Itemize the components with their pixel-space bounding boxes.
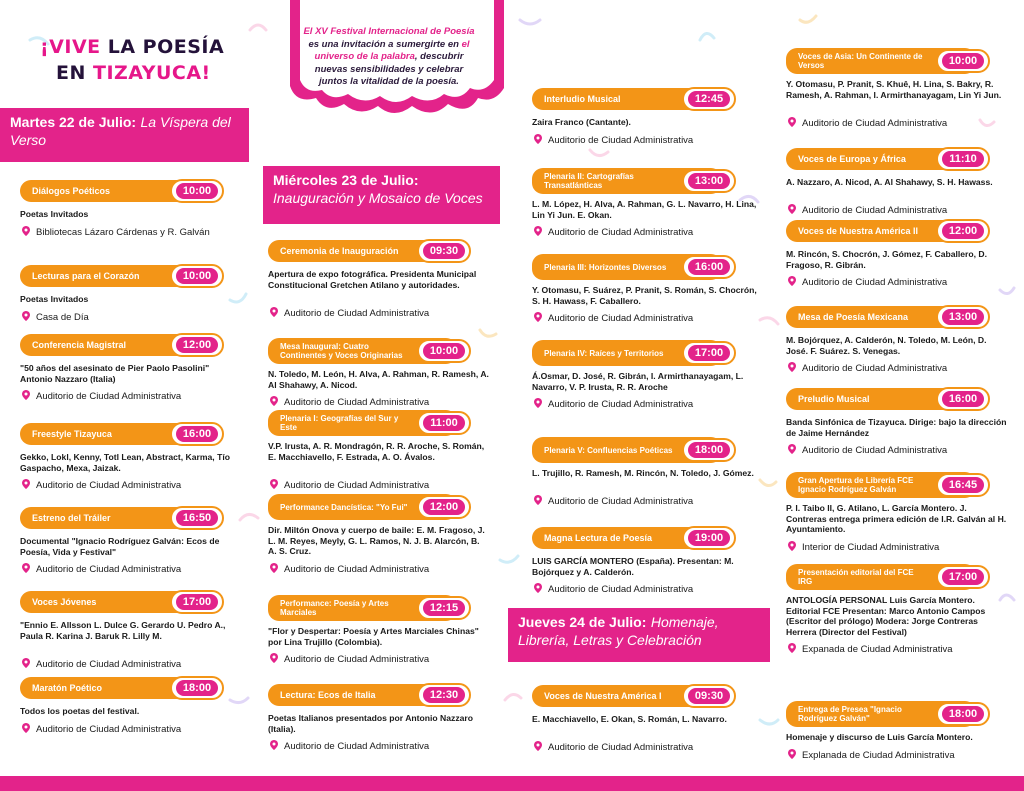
event-description: "50 años del asesinato de Pier Paolo Pasolini" Antonio Nazzaro (Italia) <box>20 363 210 384</box>
venue-name: Auditorio de Ciudad Administrativa <box>548 584 694 595</box>
venue-name: Auditorio de Ciudad Administrativa <box>284 741 430 752</box>
event-title: Plenaria I: Geografías del Sur y Este <box>268 410 457 436</box>
venue-name: Auditorio de Ciudad Administrativa <box>548 496 694 507</box>
event-description: A. Nazzaro, A. Nicod, A. Al Shahawy, S. H. Hawass. <box>786 177 993 187</box>
event-header <box>268 597 473 619</box>
event-time: 12:30 <box>423 687 465 703</box>
event-time: 17:00 <box>688 345 730 361</box>
time-badge <box>170 506 224 530</box>
event-time: 18:00 <box>176 680 218 696</box>
venue-name: Auditorio de Ciudad Administrativa <box>284 563 430 575</box>
event-title: Estreno del Tráiler <box>20 507 210 529</box>
venue-name: Auditorio de Ciudad Administrativa <box>548 742 694 753</box>
event-venue <box>270 396 429 409</box>
event-header <box>532 170 738 192</box>
event-description: Y. Otomasu, F. Suárez, P. Pranit, S. Román, S. Chocrón, S. H. Hawass, F. Caballero. <box>532 285 757 306</box>
event-title: Entrega de Presea "Ignacio Rodríguez Galván" <box>786 701 976 727</box>
event-time: 16:45 <box>942 477 984 493</box>
event-time: 12:15 <box>423 600 465 616</box>
event-header <box>20 265 226 287</box>
intro-body: es una invitación a sumergirte en <box>308 38 462 50</box>
event-title: Gran Apertura de Librería FCE Ignacio Rodríguez Galván <box>786 472 976 498</box>
event-time: 12:00 <box>176 337 218 353</box>
location-pin-icon <box>22 658 30 668</box>
event-description: LUIS GARCÍA MONTERO (España). Presentan: M. Bojórquez y A. Calderón. <box>532 556 734 577</box>
event-title: Ceremonia de Inauguración <box>268 240 457 262</box>
venue-name: Auditorio de Ciudad Administrativa <box>284 307 430 319</box>
event-description: Poetas Italianos presentados por Antonio Nazzaro (Italia). <box>268 713 474 734</box>
location-pin-icon <box>22 311 30 321</box>
event-venue <box>22 563 181 576</box>
event-title: Performance Dancística: "Yo Fui" <box>268 494 457 520</box>
event-header <box>786 50 992 72</box>
time-badge <box>417 596 471 620</box>
event-venue <box>788 362 947 375</box>
event-title: Preludio Musical <box>786 388 976 410</box>
venue-name: Auditorio de Ciudad Administrativa <box>802 205 948 216</box>
venue-name: Bibliotecas Lázaro Cárdenas y R. Galván <box>36 226 210 238</box>
event-header <box>532 527 738 549</box>
location-pin-icon <box>270 563 278 573</box>
event-title: Maratón Poético <box>20 677 210 699</box>
venue-name: Explanada de Ciudad Administrativa <box>802 749 955 761</box>
time-badge <box>417 239 471 263</box>
event-time: 10:00 <box>942 53 984 69</box>
venue-name: Auditorio de Ciudad Administrativa <box>802 363 948 374</box>
event-description: Apertura de expo fotográfica. Presidenta Municipal Constitucional Gretchen Atilano y autoridades. <box>268 269 477 290</box>
event-description: Á.Osmar, D. José, R. Gibrán, I. Armirthanayagam, L. Navarro, V. P. Irusta, R. R. Aroche <box>532 371 744 392</box>
event-header <box>268 340 473 362</box>
location-pin-icon <box>788 643 796 653</box>
event-venue <box>788 117 947 130</box>
event-time: 10:00 <box>423 343 465 359</box>
time-badge <box>170 590 224 614</box>
location-pin-icon <box>22 226 30 236</box>
event-venue <box>534 583 693 596</box>
location-pin-icon <box>270 740 278 750</box>
event-description: Homenaje y discurso de Luis García Montero. <box>786 732 973 742</box>
event-header <box>20 423 226 445</box>
time-badge <box>417 339 471 363</box>
time-badge <box>170 422 224 446</box>
event-description: Poetas Invitados <box>20 294 89 304</box>
event-venue <box>22 723 181 736</box>
event-time: 10:00 <box>176 183 218 199</box>
event-time: 16:00 <box>688 259 730 275</box>
location-pin-icon <box>270 653 278 663</box>
event-description: Poetas Invitados <box>20 209 89 219</box>
day-date: Jueves 24 de Julio: <box>518 614 647 630</box>
footer-band <box>0 776 1024 791</box>
location-pin-icon <box>22 723 30 733</box>
event-venue <box>788 276 947 289</box>
event-header <box>532 439 738 461</box>
venue-name: Auditorio de Ciudad Administrativa <box>36 480 182 491</box>
venue-name: Auditorio de Ciudad Administrativa <box>36 564 182 575</box>
time-badge <box>682 341 736 365</box>
time-badge <box>170 333 224 357</box>
event-description: ANTOLOGÍA PERSONAL Luis García Montero. Editorial FCE Presentan: Marco Antonio Campos (Escritor del prólogo) Modera: Jorge Contreras Herrera (Director del Festival) <box>786 595 986 637</box>
time-badge <box>936 49 990 73</box>
event-venue <box>534 741 693 754</box>
event-time: 11:10 <box>942 151 984 167</box>
event-header <box>268 412 473 434</box>
venue-name: Auditorio de Ciudad Administrativa <box>548 399 694 410</box>
event-header <box>786 148 992 170</box>
event-time: 17:00 <box>176 594 218 610</box>
venue-name: Auditorio de Ciudad Administrativa <box>802 117 948 129</box>
event-header <box>532 88 738 110</box>
event-header <box>20 507 226 529</box>
event-venue <box>788 444 947 457</box>
location-pin-icon <box>788 444 796 454</box>
location-pin-icon <box>534 134 542 144</box>
venue-name: Auditorio de Ciudad Administrativa <box>284 397 430 408</box>
event-header <box>20 180 226 202</box>
event-header <box>786 474 992 496</box>
time-badge <box>682 438 736 462</box>
event-header <box>786 220 992 242</box>
event-title: Plenaria IV: Raíces y Territorios <box>532 340 722 366</box>
event-time: 18:00 <box>688 442 730 458</box>
time-badge <box>682 526 736 550</box>
event-time: 16:00 <box>942 391 984 407</box>
event-title: Mesa de Poesía Mexicana <box>786 306 976 328</box>
event-venue <box>22 479 181 492</box>
event-header <box>20 591 226 613</box>
time-badge <box>682 87 736 111</box>
location-pin-icon <box>22 563 30 573</box>
event-description: N. Toledo, M. León, H. Alva, A. Rahman, R. Ramesh, A. Al Shahawy, A. Nicod. <box>268 369 489 390</box>
venue-name: Expanada de Ciudad Administrativa <box>802 644 953 655</box>
event-time: 12:00 <box>423 499 465 515</box>
location-pin-icon <box>788 362 796 372</box>
event-time: 13:00 <box>688 173 730 189</box>
event-description: Dir. Miltón Onova y cuerpo de baile: E. M. Fragoso, J. L. M. Reyes, Meyly, G. L. Ramos, N. J. B. Alarcón, B. A. S. Cruz. <box>268 525 485 556</box>
event-venue <box>270 653 429 666</box>
location-pin-icon <box>788 541 796 551</box>
event-title: Performance: Poesía y Artes Marciales <box>268 595 457 621</box>
event-title: Voces Jóvenes <box>20 591 210 613</box>
event-time: 17:00 <box>942 569 984 585</box>
venue-name: Auditorio de Ciudad Administrativa <box>548 227 694 238</box>
venue-name: Auditorio de Ciudad Administrativa <box>284 479 430 491</box>
event-time: 10:00 <box>176 268 218 284</box>
event-time: 13:00 <box>942 309 984 325</box>
location-pin-icon <box>788 749 796 759</box>
event-venue <box>22 390 181 403</box>
event-header <box>268 684 473 706</box>
venue-name: Casa de Día <box>36 311 89 323</box>
event-venue <box>788 643 953 656</box>
time-badge <box>417 411 471 435</box>
time-badge <box>936 387 990 411</box>
time-badge <box>936 219 990 243</box>
event-title: Plenaria II: Cartografías Transatlánticas <box>532 168 722 194</box>
time-badge <box>936 565 990 589</box>
event-header <box>532 685 738 707</box>
intro-text <box>300 26 478 89</box>
event-header <box>786 306 992 328</box>
event-venue <box>270 740 429 753</box>
heading-part: LA POESÍA <box>107 36 225 58</box>
event-venue <box>534 312 693 325</box>
event-description: Zaira Franco (Cantante). <box>532 117 631 127</box>
event-header <box>20 677 226 699</box>
event-description: V.P. Irusta, A. R. Mondragón, R. R. Aroche, S. Román, E. Macchiavello, F. Estrada, A. O. Ávalos. <box>268 441 485 462</box>
heading-part: EN <box>56 62 93 84</box>
event-description: Todos los poetas del festival. <box>20 706 140 716</box>
location-pin-icon <box>788 276 796 286</box>
event-description: Banda Sinfónica de Tizayuca. Dirige: bajo la dirección de Jaime Hernández <box>786 417 1007 438</box>
event-description: L. M. López, H. Alva, A. Rahman, G. L. Navarro, H. Lina, Lin Yi Jun. E. Okan. <box>532 199 757 220</box>
event-description: M. Bojórquez, A. Calderón, N. Toledo, M. León, D. José. F. Suárez. S. Venegas. <box>786 335 987 356</box>
venue-name: Auditorio de Ciudad Administrativa <box>36 723 182 735</box>
event-description: M. Rincón, S. Chocrón, J. Gómez, F. Caballero, D. Fragoso, R. Gibrán. <box>786 249 988 270</box>
event-time: 12:45 <box>688 91 730 107</box>
event-header <box>532 256 738 278</box>
event-title: Interludio Musical <box>532 88 722 110</box>
event-description: L. Trujillo, R. Ramesh, M. Rincón, N. Toledo, J. Gómez. <box>532 468 754 478</box>
venue-name: Auditorio de Ciudad Administrativa <box>802 445 948 456</box>
event-venue <box>534 495 693 508</box>
event-title: Mesa Inaugural: Cuatro Continentes y Voces Originarias <box>268 338 457 364</box>
event-header <box>786 388 992 410</box>
event-venue <box>270 563 429 576</box>
location-pin-icon <box>534 741 542 751</box>
day-theme: Homenaje, Librería, Letras y Celebración <box>518 614 719 648</box>
event-time: 09:30 <box>688 688 730 704</box>
event-venue <box>534 226 693 239</box>
location-pin-icon <box>534 583 542 593</box>
location-pin-icon <box>270 396 278 406</box>
day-theme: Inauguración y Mosaico de Voces <box>273 190 483 206</box>
time-badge <box>417 683 471 707</box>
venue-name: Auditorio de Ciudad Administrativa <box>802 277 948 288</box>
location-pin-icon <box>22 479 30 489</box>
event-title: Conferencia Magistral <box>20 334 210 356</box>
event-description: "Flor y Despertar: Poesía y Artes Marciales Chinas" por Lina Trujillo (Colombia). <box>268 626 479 647</box>
event-header <box>268 496 473 518</box>
location-pin-icon <box>534 312 542 322</box>
location-pin-icon <box>788 117 796 127</box>
venue-name: Interior de Ciudad Administrativa <box>802 541 940 553</box>
event-venue <box>270 307 429 320</box>
event-title: Voces de Nuestra América II <box>786 220 976 242</box>
venue-name: Auditorio de Ciudad Administrativa <box>548 134 694 146</box>
event-time: 16:50 <box>176 510 218 526</box>
event-venue <box>270 479 429 492</box>
venue-name: Auditorio de Ciudad Administrativa <box>36 658 182 670</box>
intro-body: , descubrir nuevas sensibilidades y celebrar juntos la vitalidad de la poesía. <box>314 51 464 87</box>
time-badge <box>682 169 736 193</box>
event-header <box>786 566 992 588</box>
event-title: Voces de Nuestra América I <box>532 685 722 707</box>
day-theme: La Víspera del Verso <box>10 114 231 148</box>
location-pin-icon <box>534 495 542 505</box>
event-time: 16:00 <box>176 426 218 442</box>
event-description: "Ennio E. Allsson L. Dulce G. Gerardo U. Pedro A., Paula R. Karina J. Baruk R. Lilly M. <box>20 620 226 641</box>
day-date: Miércoles 23 de Julio: <box>273 172 419 188</box>
event-header <box>532 342 738 364</box>
day-date: Martes 22 de Julio: <box>10 114 137 130</box>
intro-highlight: el universo de la palabra <box>314 38 470 62</box>
day-header-22 <box>0 108 249 162</box>
heading-part: ¡VIVE <box>40 36 108 58</box>
event-title: Freestyle Tizayuca <box>20 423 210 445</box>
event-venue <box>22 658 181 671</box>
event-time: 19:00 <box>688 530 730 546</box>
day-header-24 <box>508 608 770 662</box>
time-badge <box>170 676 224 700</box>
event-header <box>20 334 226 356</box>
location-pin-icon <box>534 226 542 236</box>
time-badge <box>170 264 224 288</box>
day-header-23 <box>263 166 500 224</box>
location-pin-icon <box>270 479 278 489</box>
event-title: Plenaria V: Confluencias Poéticas <box>532 437 722 463</box>
event-description: Gekko, Lokl, Kenny, Totl Lean, Abstract, Karma, Tío Gaspacho, Mexa, Jaizak. <box>20 452 230 473</box>
time-badge <box>682 255 736 279</box>
event-description: Y. Otomasu, P. Pranit, S. Khuê, H. Lina, S. Bakry, R. Ramesh, A. Rahman, I. Armirthanayagam, Lin Yi Jun. <box>786 79 1002 100</box>
event-title: Presentación editorial del FCE IRG <box>786 564 976 590</box>
heading-part: TIZAYUCA! <box>93 62 211 84</box>
venue-name: Auditorio de Ciudad Administrativa <box>36 391 182 402</box>
event-title: Plenaria III: Horizontes Diversos <box>532 254 722 280</box>
venue-name: Auditorio de Ciudad Administrativa <box>284 654 430 665</box>
time-badge <box>170 179 224 203</box>
event-venue <box>534 134 693 147</box>
location-pin-icon <box>22 390 30 400</box>
time-badge <box>936 147 990 171</box>
event-time: 11:00 <box>423 415 465 431</box>
venue-name: Auditorio de Ciudad Administrativa <box>548 313 694 324</box>
event-venue <box>788 541 939 554</box>
event-title: Voces de Europa y África <box>786 148 976 170</box>
event-time: 09:30 <box>423 243 465 259</box>
event-header <box>786 703 992 725</box>
event-venue <box>22 226 210 239</box>
event-venue <box>534 398 693 411</box>
location-pin-icon <box>270 307 278 317</box>
event-description: P. I. Taibo II, G. Atilano, L. García Montero. J. Contreras entrega primera edición de I.R. Galván al H. Ayuntamiento. <box>786 503 1007 534</box>
event-title: Lecturas para el Corazón <box>20 265 210 287</box>
event-description: Documental "Ignacio Rodríguez Galván: Ecos de Poesía, Vida y Festival" <box>20 536 220 557</box>
event-venue <box>788 749 955 762</box>
time-badge <box>936 305 990 329</box>
festival-heading <box>40 34 224 86</box>
event-time: 12:00 <box>942 223 984 239</box>
event-title: Voces de Asia: Un Continente de Versos <box>786 48 976 74</box>
time-badge <box>936 702 990 726</box>
location-pin-icon <box>534 398 542 408</box>
event-header <box>268 240 473 262</box>
intro-highlight: El XV Festival Internacional de Poesía <box>303 26 475 37</box>
event-description: E. Macchiavello, E. Okan, S. Román, L. Navarro. <box>532 714 727 724</box>
time-badge <box>936 473 990 497</box>
event-title: Diálogos Poéticos <box>20 180 210 202</box>
event-venue <box>788 204 947 217</box>
event-time: 18:00 <box>942 706 984 722</box>
event-title: Lectura: Ecos de Italia <box>268 684 457 706</box>
event-title: Magna Lectura de Poesía <box>532 527 722 549</box>
event-venue <box>22 311 89 324</box>
time-badge <box>682 684 736 708</box>
location-pin-icon <box>788 204 796 214</box>
time-badge <box>417 495 471 519</box>
